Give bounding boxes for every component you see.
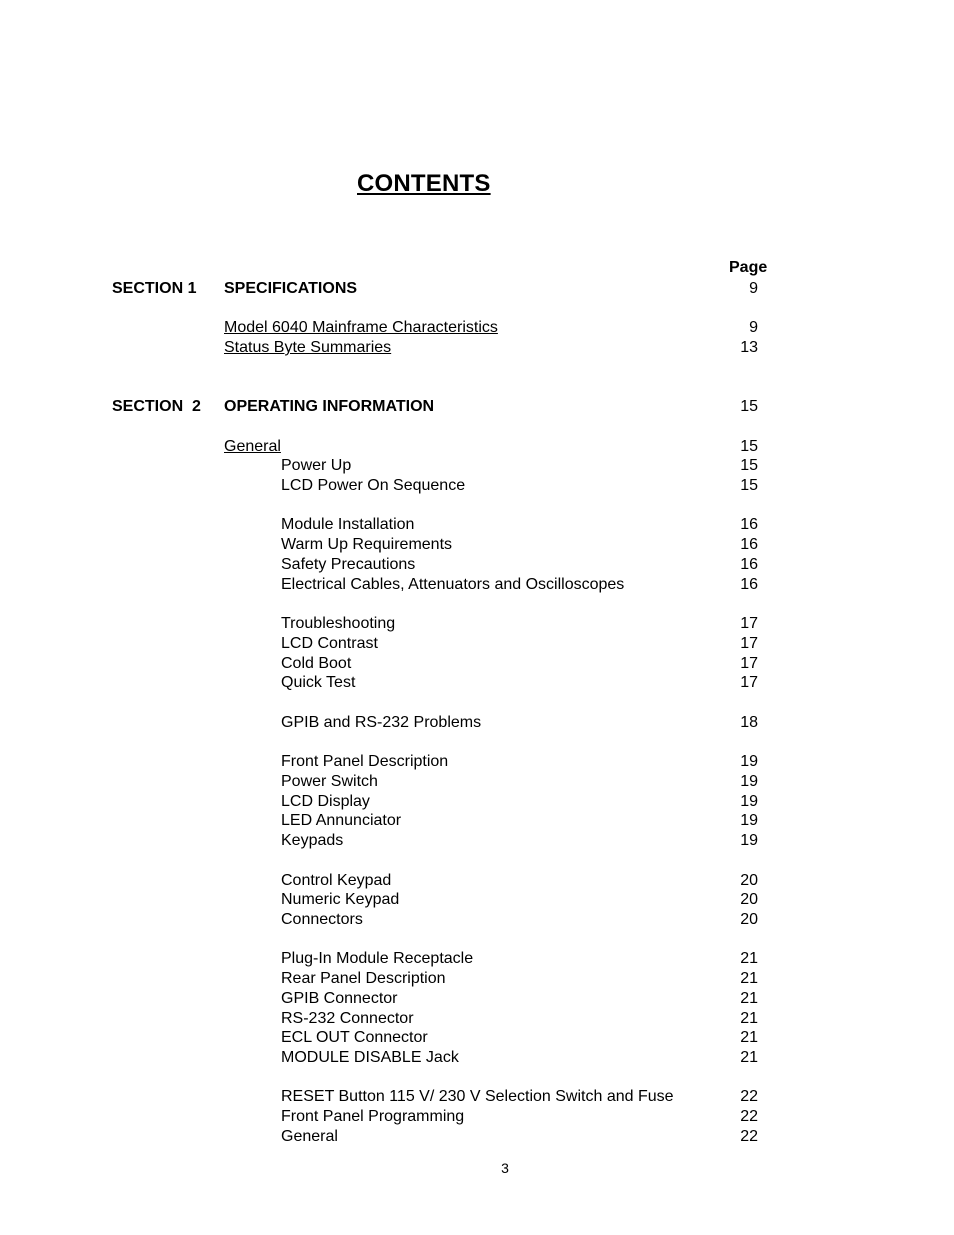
toc-page-number: 16 (740, 556, 758, 573)
toc-subentry: RESET Button 115 V/ 230 V Selection Switch and Fuse (281, 1088, 674, 1105)
contents-title: CONTENTS (357, 170, 491, 197)
toc-subentry: Quick Test (281, 674, 356, 691)
toc-subentry: Front Panel Description (281, 753, 449, 770)
toc-page-number: 21 (740, 1010, 758, 1027)
toc-entry-row (0, 752, 954, 772)
toc-entry-row (0, 1009, 954, 1029)
page-number: 3 (501, 1160, 509, 1176)
toc-page-number: 16 (740, 536, 758, 553)
toc-subentry: General (281, 1128, 338, 1145)
section-title: OPERATING INFORMATION (224, 398, 435, 415)
toc-entry-row (0, 318, 954, 338)
toc-subentry: LCD Contrast (281, 635, 378, 652)
toc-subentry: Front Panel Programming (281, 1108, 465, 1125)
toc-entry-row (0, 634, 954, 654)
toc-entry-row (0, 673, 954, 693)
toc-page-number: 21 (740, 970, 758, 987)
toc-page-number: 17 (740, 674, 758, 691)
toc-subentry: Power Up (281, 457, 352, 474)
toc-entry-row (0, 871, 954, 891)
toc-page-number: 20 (740, 911, 758, 928)
toc-page-number: 13 (740, 339, 758, 356)
toc-subentry: LED Annunciator (281, 812, 402, 829)
toc-entry-row (0, 949, 954, 969)
section-label: SECTION 2 (112, 398, 201, 415)
toc-subentry: Module Installation (281, 516, 415, 533)
toc-page-number: 22 (740, 1088, 758, 1105)
toc-section-row (0, 279, 954, 299)
toc-entry-row (0, 437, 954, 457)
toc-page-number: 20 (740, 872, 758, 889)
toc-subentry: Keypads (281, 832, 344, 849)
toc-entry-row (0, 1048, 954, 1068)
toc-entry-row (0, 338, 954, 358)
toc-subentry: Troubleshooting (281, 615, 396, 632)
toc-entry-row (0, 969, 954, 989)
toc-subentry: Cold Boot (281, 655, 352, 672)
toc-entry-row (0, 772, 954, 792)
toc-page-number: 22 (740, 1108, 758, 1125)
toc-entry-row (0, 515, 954, 535)
toc-entry-row (0, 555, 954, 575)
toc-page-number: 15 (740, 438, 758, 455)
toc-heading: Status Byte Summaries (224, 339, 392, 356)
toc-page-number: 17 (740, 655, 758, 672)
toc-entry-row (0, 792, 954, 812)
toc-entry-row (0, 456, 954, 476)
toc-page-number: 19 (740, 793, 758, 810)
toc-entry-row (0, 654, 954, 674)
toc-page-number: 9 (749, 280, 758, 297)
toc-page-number: 17 (740, 615, 758, 632)
toc-entry-row (0, 910, 954, 930)
toc-page-number: 18 (740, 714, 758, 731)
toc-entry-row (0, 811, 954, 831)
toc-page-number: 19 (740, 812, 758, 829)
toc-page-number: 19 (740, 753, 758, 770)
toc-page-number: 16 (740, 576, 758, 593)
toc-subentry: Power Switch (281, 773, 378, 790)
toc-entry-row (0, 1127, 954, 1147)
toc-page-number: 21 (740, 990, 758, 1007)
toc-entry-row (0, 713, 954, 733)
toc-subentry: RS-232 Connector (281, 1010, 414, 1027)
page-column-heading: Page (729, 259, 768, 276)
toc-page-number: 21 (740, 1029, 758, 1046)
toc-entry-row (0, 614, 954, 634)
section-label: SECTION 1 (112, 280, 197, 297)
toc-section-row (0, 397, 954, 417)
toc-page-number: 15 (740, 477, 758, 494)
toc-page-number: 21 (740, 950, 758, 967)
toc-entry-row (0, 831, 954, 851)
section-title: SPECIFICATIONS (224, 280, 358, 297)
toc-subentry: Numeric Keypad (281, 891, 400, 908)
toc-page-number: 22 (740, 1128, 758, 1145)
toc-entry-row (0, 1107, 954, 1127)
toc-page-number: 15 (740, 398, 758, 415)
toc-page-number: 21 (740, 1049, 758, 1066)
toc-entry-row (0, 535, 954, 555)
toc-subentry: GPIB and RS-232 Problems (281, 714, 482, 731)
toc-subentry: Electrical Cables, Attenuators and Oscilloscopes (281, 576, 625, 593)
toc-page-number: 20 (740, 891, 758, 908)
toc-page-number: 9 (749, 319, 758, 336)
toc-subentry: Plug-In Module Receptacle (281, 950, 474, 967)
toc-page-number: 19 (740, 832, 758, 849)
toc-entry-row (0, 989, 954, 1009)
toc-subentry: Connectors (281, 911, 363, 928)
toc-page-number: 19 (740, 773, 758, 790)
toc-heading: General (224, 438, 281, 455)
toc-page-number: 15 (740, 457, 758, 474)
toc-subentry: Rear Panel Description (281, 970, 446, 987)
toc-subentry: Control Keypad (281, 872, 392, 889)
toc-entry-row (0, 1028, 954, 1048)
toc-page-number: 17 (740, 635, 758, 652)
toc-subentry: Safety Precautions (281, 556, 416, 573)
toc-entry-row (0, 575, 954, 595)
toc-heading: Model 6040 Mainframe Characteristics (224, 319, 498, 336)
toc-subentry: GPIB Connector (281, 990, 398, 1007)
toc-entry-row (0, 476, 954, 496)
toc-subentry: Warm Up Requirements (281, 536, 453, 553)
toc-subentry: ECL OUT Connector (281, 1029, 428, 1046)
toc-subentry: LCD Display (281, 793, 370, 810)
toc-subentry: LCD Power On Sequence (281, 477, 466, 494)
toc-page-number: 16 (740, 516, 758, 533)
toc-entry-row (0, 1087, 954, 1107)
toc-entry-row (0, 890, 954, 910)
toc-subentry: MODULE DISABLE Jack (281, 1049, 459, 1066)
